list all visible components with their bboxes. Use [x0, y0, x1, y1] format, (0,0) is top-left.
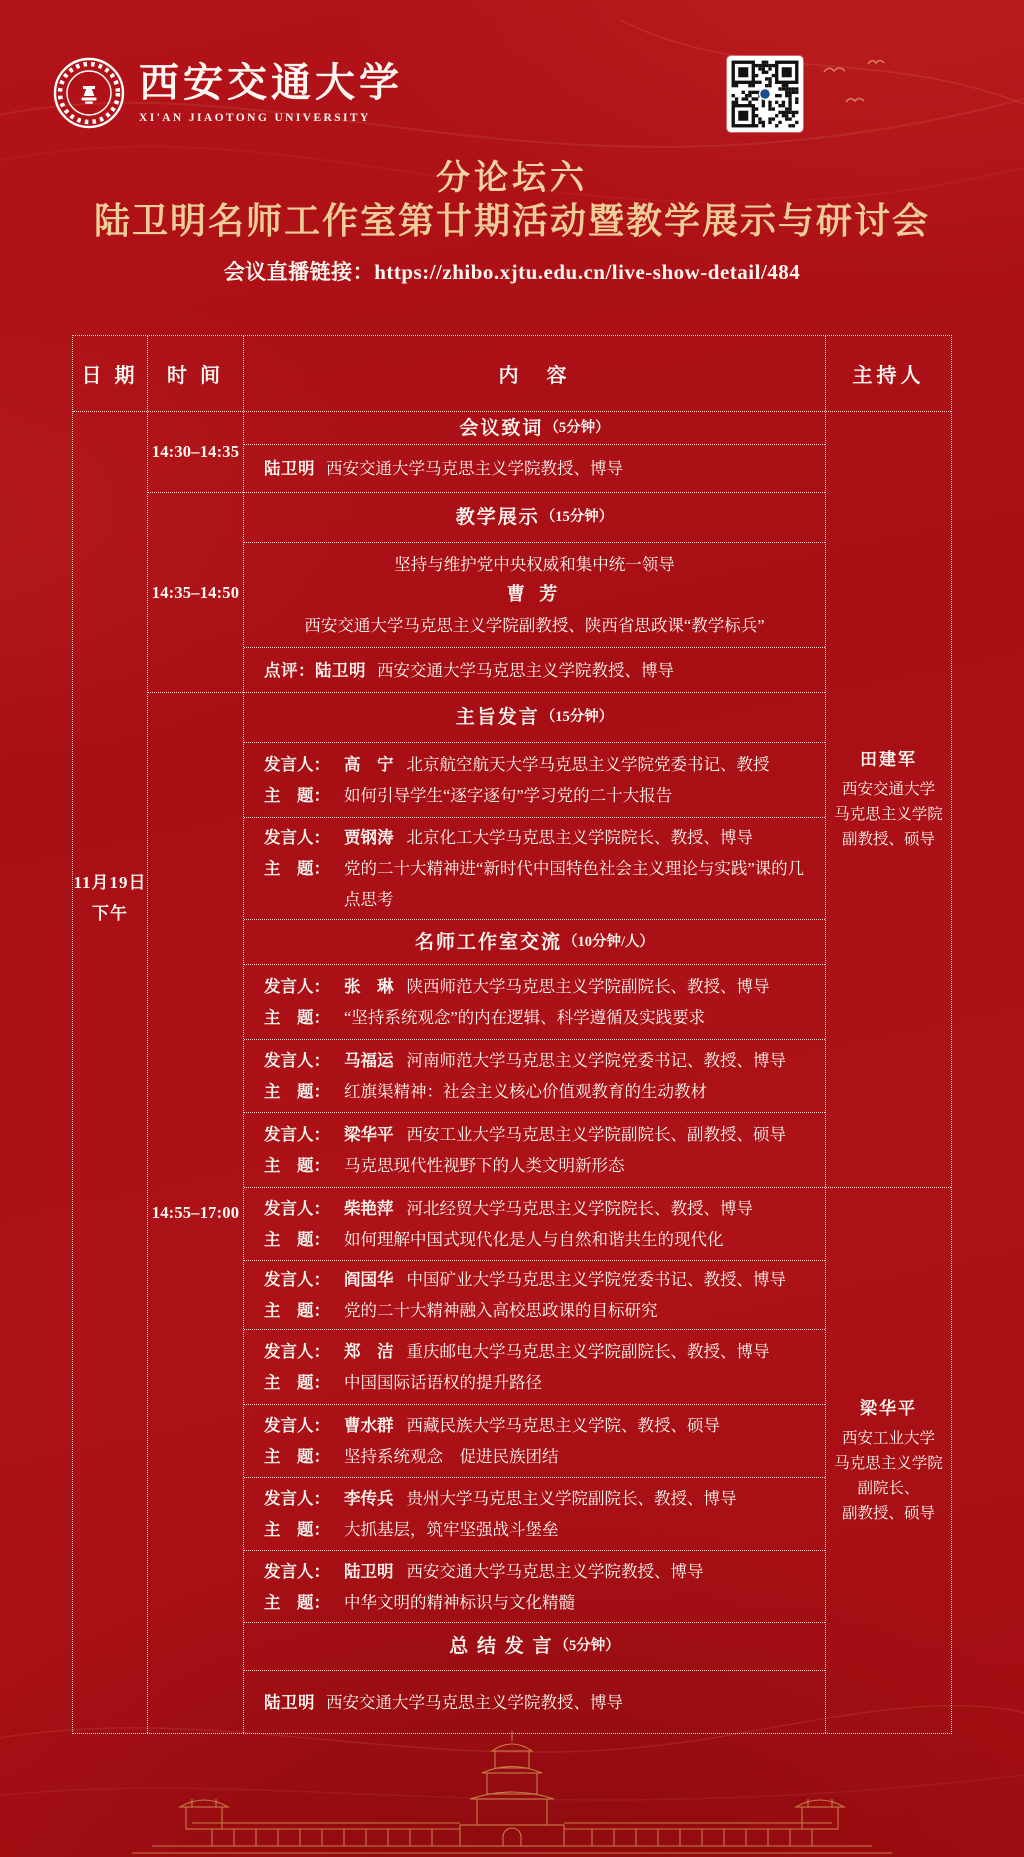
- speaker-value: [344, 1119, 805, 1150]
- header-date: 日 期: [73, 336, 148, 411]
- section-duration: （15分钟）: [540, 709, 614, 725]
- content-row-2-section: [244, 493, 825, 543]
- content-row-6-speaker: [244, 743, 825, 818]
- host-cell-0: [826, 412, 951, 1188]
- topic-line: [264, 1224, 805, 1255]
- university-logo: [52, 56, 403, 130]
- content-row-19-line: [244, 1671, 825, 1733]
- content-row-0-section: [244, 412, 825, 445]
- topic-value: 如何理解中国式现代化是人与自然和谐共生的现代化: [344, 1230, 724, 1249]
- section-title: 教学展示: [455, 507, 540, 528]
- topic-label: 主 题：: [264, 1301, 330, 1320]
- host-name: 梁华平: [860, 1398, 917, 1418]
- topic-label: 主 题：: [264, 859, 330, 878]
- header-content: 内 容: [244, 336, 826, 411]
- topic-label: 主 题：: [264, 1082, 330, 1101]
- speaker-name: 贾钢涛: [344, 828, 394, 847]
- content-row-16-speaker: [244, 1478, 825, 1551]
- speaker-label: 发言人：: [264, 1199, 330, 1218]
- speaker-label: 发言人：: [264, 828, 330, 847]
- forum-title: 分论坛六: [436, 160, 588, 197]
- content-row-10-speaker: [244, 1040, 825, 1113]
- topic-line: [264, 1150, 805, 1181]
- speaker-label: 发言人：: [264, 1342, 330, 1361]
- topic-value: 红旗渠精神：社会主义核心价值观教育的生动教材: [344, 1082, 707, 1101]
- time-cell-1: 14:35–14:50: [148, 493, 243, 693]
- topic-value: 党的二十大精神融入高校思政课的目标研究: [344, 1301, 658, 1320]
- person-line: [264, 453, 805, 484]
- speaker-line: [264, 1410, 805, 1441]
- speaker-line: [264, 1556, 805, 1587]
- host-name: 田建军: [860, 750, 917, 769]
- section-duration: （10分钟/人）: [562, 933, 655, 950]
- speaker-label: 发言人：: [264, 1561, 330, 1581]
- presentation-line-2: 西安交通大学马克思主义学院副教授、陕西省思政课“教学标兵”: [304, 615, 765, 635]
- table-header-row: [73, 336, 951, 412]
- person-name: 点评：陆卫明: [264, 660, 366, 680]
- table-body: [73, 412, 951, 1733]
- section-duration: （5分钟）: [544, 419, 610, 436]
- topic-value: 党的二十大精神进“新时代中国特色社会主义理论与实践”课的几点思考: [344, 859, 805, 909]
- content-row-14-speaker: [244, 1330, 825, 1405]
- bird-icon: [824, 61, 884, 103]
- topic-label: 主 题：: [264, 1008, 330, 1027]
- speaker-affiliation: 西藏民族大学马克思主义学院、教授、硕导: [406, 1416, 720, 1435]
- content-row-9-speaker: [244, 965, 825, 1040]
- event-title: 陆卫明名师工作室第廿期活动暨教学展示与研讨会: [93, 201, 930, 241]
- host-cell-1: [826, 1188, 951, 1733]
- speaker-label: 发言人：: [264, 1125, 330, 1144]
- topic-line: [264, 1076, 805, 1107]
- speaker-name: 曹水群: [344, 1416, 394, 1435]
- content-row-8-section: [244, 920, 825, 965]
- date-line2: 下午: [92, 903, 128, 923]
- speaker-name: 柴艳萍: [344, 1199, 394, 1218]
- qr-code: [727, 56, 803, 132]
- section-duration: （15分钟）: [540, 509, 614, 525]
- speaker-line: [264, 1119, 805, 1150]
- content-row-5-section: [244, 693, 825, 743]
- speaker-label: 发言人：: [264, 1270, 330, 1289]
- topic-label: 主 题：: [264, 1156, 330, 1175]
- speaker-affiliation: 北京航空航天大学马克思主义学院党委书记、教授: [406, 755, 770, 774]
- topic-line: [264, 853, 805, 915]
- speaker-affiliation: 重庆邮电大学马克思主义学院副院长、教授、博导: [406, 1342, 770, 1361]
- host-detail-2: 副教授、硕导: [841, 831, 935, 848]
- content-row-12-speaker: [244, 1188, 825, 1261]
- date-column: [73, 412, 148, 1733]
- topic-line: [264, 1002, 805, 1033]
- host-column: [826, 412, 951, 1733]
- speaker-affiliation: 西安工业大学马克思主义学院副院长、副教授、硕导: [406, 1125, 786, 1144]
- date-cell: [73, 412, 147, 1733]
- speaker-name: 李传兵: [344, 1489, 394, 1508]
- speaker-affiliation: 河北经贸大学马克思主义学院院长、教授、博导: [406, 1199, 753, 1218]
- speaker-name: 梁华平: [344, 1125, 394, 1144]
- topic-value: 中华文明的精神标识与文化精髓: [344, 1592, 575, 1612]
- topic-line: [264, 1514, 805, 1545]
- section-title: 主旨发言: [455, 707, 540, 728]
- topic-value: 马克思现代性视野下的人类文明新形态: [344, 1156, 625, 1175]
- speaker-label: 发言人：: [264, 1416, 330, 1435]
- content-row-15-speaker: [244, 1405, 825, 1478]
- speaker-name: 高 宁: [344, 755, 394, 774]
- speaker-value: [344, 749, 805, 780]
- speaker-line: [264, 1336, 805, 1367]
- topic-line: [264, 1441, 805, 1472]
- topic-label: 主 题：: [264, 1230, 330, 1249]
- speaker-value: [344, 1483, 805, 1514]
- speaker-name: 马福运: [344, 1051, 394, 1070]
- speaker-line: [264, 1045, 805, 1076]
- speaker-value: [344, 1264, 805, 1295]
- section-title: 名师工作室交流: [414, 931, 562, 953]
- content-column: [244, 412, 826, 1733]
- topic-label: 主 题：: [264, 1447, 330, 1466]
- host-detail-1: 马克思主义学院: [834, 806, 943, 823]
- topic-label: 主 题：: [264, 1592, 330, 1612]
- university-name-cn: 西安交通大学: [139, 59, 403, 105]
- content-row-11-speaker: [244, 1113, 825, 1188]
- header-time: 时 间: [148, 336, 244, 411]
- topic-line: [264, 1295, 805, 1326]
- speaker-value: [344, 971, 805, 1002]
- time-cell-0: 14:30–14:35: [148, 412, 243, 493]
- host-detail-2: 副院长、: [857, 1479, 920, 1497]
- topic-value: 中国国际话语权的提升路径: [344, 1373, 542, 1392]
- topic-line: [264, 1367, 805, 1398]
- speaker-name: 郑 洁: [344, 1342, 394, 1361]
- speaker-value: [344, 1193, 805, 1224]
- person-affiliation: 西安交通大学马克思主义学院教授、博导: [326, 459, 623, 478]
- speaker-affiliation: 贵州大学马克思主义学院副院长、教授、博导: [406, 1489, 737, 1508]
- person-line: [264, 655, 805, 686]
- speaker-label: 发言人：: [264, 1051, 330, 1070]
- speaker-label: 发言人：: [264, 977, 330, 996]
- time-column: [148, 412, 244, 1733]
- person-affiliation: 西安交通大学马克思主义学院教授、博导: [377, 660, 674, 680]
- topic-value: 如何引导学生“逐字逐句”学习党的二十大报告: [344, 786, 673, 805]
- speaker-name: 张 琳: [344, 977, 394, 996]
- topic-value: 大抓基层，筑牢坚强战斗堡垒: [344, 1520, 559, 1539]
- speaker-value: [344, 1336, 805, 1367]
- content-row-17-speaker: [244, 1551, 825, 1623]
- building-silhouette-icon: [132, 1727, 892, 1857]
- speaker-line: [264, 822, 805, 853]
- speaker-value: [344, 1556, 805, 1587]
- speaker-line: [264, 1483, 805, 1514]
- host-detail-1: 马克思主义学院: [834, 1454, 943, 1472]
- speaker-name: 阎国华: [344, 1270, 394, 1289]
- university-name: [139, 59, 403, 124]
- section-duration: （5分钟）: [554, 1638, 620, 1654]
- content-row-1-line: [244, 445, 825, 493]
- speaker-affiliation: 中国矿业大学马克思主义学院党委书记、教授、博导: [406, 1270, 786, 1289]
- university-seal-icon: [52, 56, 126, 130]
- speaker-affiliation: 河南师范大学马克思主义学院党委书记、教授、博导: [406, 1051, 786, 1070]
- live-stream-label: 会议直播链接：: [223, 260, 375, 284]
- topic-line: [264, 780, 805, 811]
- qr-code-icon: [727, 56, 803, 132]
- person-affiliation: 西安交通大学马克思主义学院教授、博导: [326, 1692, 623, 1712]
- time-cell-2: 14:55–17:00: [151, 1203, 240, 1222]
- speaker-line: [264, 749, 805, 780]
- speaker-affiliation: 北京化工大学马克思主义学院院长、教授、博导: [406, 828, 753, 847]
- speaker-affiliation: 陕西师范大学马克思主义学院副院长、教授、博导: [406, 977, 770, 996]
- topic-label: 主 题：: [264, 1520, 330, 1539]
- content-row-13-speaker: [244, 1261, 825, 1330]
- topic-line: [264, 1587, 805, 1618]
- section-title: 总 结 发 言: [449, 1636, 554, 1657]
- speaker-label: 发言人：: [264, 755, 330, 774]
- speaker-line: [264, 1193, 805, 1224]
- header-host: 主持人: [852, 365, 925, 387]
- date-line1: 11月19日: [73, 872, 147, 892]
- topic-value: 坚持系统观念 促进民族团结: [344, 1447, 559, 1466]
- speaker-value: [344, 1410, 805, 1441]
- speaker-affiliation: 西安交通大学马克思主义学院教授、博导: [406, 1561, 704, 1581]
- section-title: 会议致词: [459, 417, 544, 439]
- speaker-label: 发言人：: [264, 1489, 330, 1508]
- person-name: 陆卫明: [264, 459, 315, 478]
- topic-label: 主 题：: [264, 1373, 330, 1392]
- presenter-name: 曹 芳: [506, 584, 563, 605]
- person-line: [264, 1687, 805, 1718]
- topic-label: 主 题：: [264, 786, 330, 805]
- live-stream-url[interactable]: https://zhibo.xjtu.edu.cn/live-show-detail/484: [374, 260, 801, 284]
- content-row-18-section: [244, 1623, 825, 1671]
- host-detail-0: 西安交通大学: [841, 781, 935, 798]
- content-row-3-multi: [244, 543, 825, 648]
- person-name: 陆卫明: [264, 1692, 315, 1712]
- speaker-value: [344, 1045, 805, 1076]
- content-row-7-speaker: [244, 818, 825, 920]
- content-row-4-line: [244, 648, 825, 693]
- speaker-value: [344, 822, 805, 853]
- topic-value: “坚持系统观念”的内在逻辑、科学遵循及实践要求: [344, 1008, 706, 1027]
- live-stream-line: [0, 256, 1024, 286]
- speaker-line: [264, 971, 805, 1002]
- speaker-name: 陆卫明: [344, 1561, 394, 1581]
- university-name-en: XI'AN JIAOTONG UNIVERSITY: [139, 111, 371, 124]
- schedule-table: [72, 335, 952, 1734]
- presentation-line-0: 坚持与维护党中央权威和集中统一领导: [394, 554, 675, 574]
- speaker-line: [264, 1264, 805, 1295]
- host-detail-3: 副教授、硕导: [841, 1504, 935, 1522]
- host-detail-0: 西安工业大学: [841, 1429, 935, 1447]
